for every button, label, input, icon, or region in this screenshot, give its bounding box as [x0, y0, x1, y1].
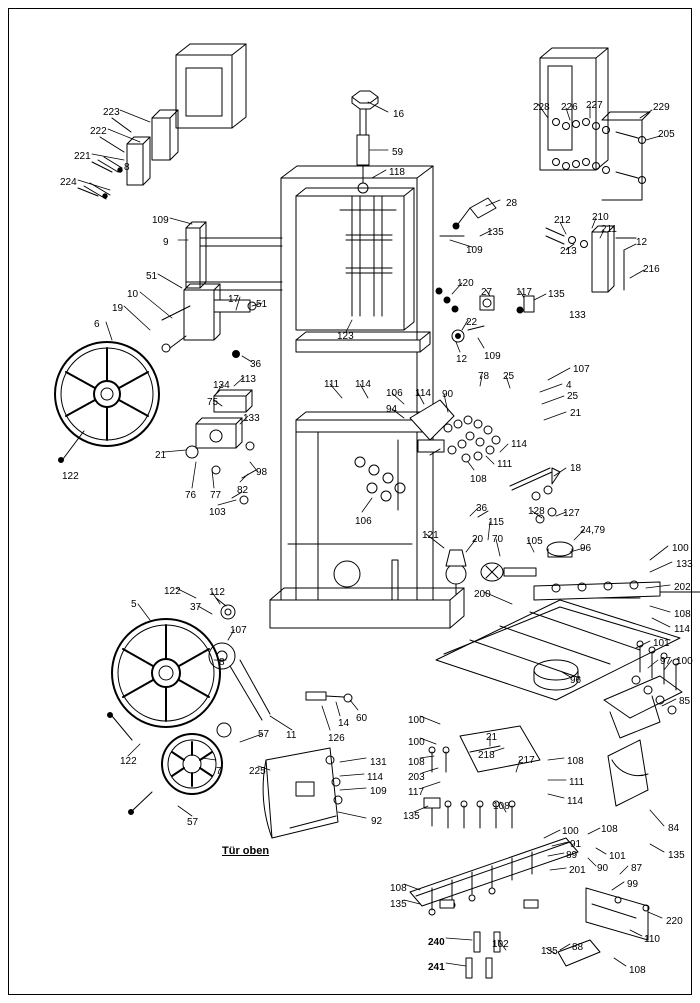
callout-216: 216	[643, 264, 660, 275]
callout-115: 115	[488, 517, 504, 528]
callout-117: 117	[516, 287, 532, 298]
callout-98: 98	[256, 467, 268, 478]
callout-36: 36	[476, 503, 488, 514]
callout-51: 51	[146, 271, 158, 282]
callout-84: 84	[668, 823, 680, 834]
callout-106: 106	[386, 388, 403, 399]
callout-114: 114	[511, 439, 527, 450]
callout-14: 14	[338, 718, 350, 729]
callout-78: 78	[478, 371, 490, 382]
callout-25: 25	[503, 371, 515, 382]
upper-right-guide-assembly	[540, 48, 650, 292]
callout-59: 59	[392, 147, 404, 158]
callout-240: 240	[428, 937, 445, 948]
callout-75: 75	[207, 397, 219, 408]
callout-133: 133	[243, 413, 260, 424]
callout-91: 91	[570, 839, 582, 850]
callout-100: 100	[408, 737, 425, 748]
callout-203: 203	[408, 772, 425, 783]
callout-82: 82	[237, 485, 249, 496]
callout-102: 102	[492, 939, 509, 950]
callout-108: 108	[567, 756, 584, 767]
callout-19: 19	[112, 303, 124, 314]
callout-111: 111	[569, 777, 585, 788]
callout-210: 210	[592, 212, 609, 223]
callout-28: 28	[506, 198, 518, 209]
callout-105: 105	[526, 536, 543, 547]
callout-5: 5	[131, 599, 137, 610]
callout-4: 4	[566, 380, 572, 391]
callout-114: 114	[567, 796, 583, 807]
callout-127: 127	[563, 508, 580, 519]
callout-202: 202	[674, 582, 691, 593]
callout-21: 21	[570, 408, 582, 419]
callout-109: 109	[370, 786, 387, 797]
callout-111: 111	[324, 379, 340, 390]
callout-20: 20	[472, 534, 484, 545]
callout-131: 131	[370, 757, 387, 768]
callout-24,79: 24,79	[580, 525, 606, 536]
callout-16: 16	[393, 109, 405, 120]
callout-108: 108	[629, 965, 646, 976]
guide-post-assembly	[162, 222, 282, 504]
callout-241: 241	[428, 962, 445, 973]
callout-135: 135	[390, 899, 407, 910]
callout-111: 111	[497, 459, 513, 470]
upper-door	[263, 748, 342, 838]
callout-103: 103	[209, 507, 226, 518]
callout-113: 113	[240, 374, 256, 385]
callout-226: 226	[561, 102, 578, 113]
callout-114: 114	[367, 772, 383, 783]
callout-57: 57	[258, 729, 270, 740]
trunnion-assembly	[446, 508, 573, 594]
callout-108: 108	[408, 757, 425, 768]
callout-76: 76	[185, 490, 197, 501]
callout-27: 27	[481, 287, 493, 298]
callout-223: 223	[103, 107, 120, 118]
diagram-caption: Tür oben	[222, 845, 270, 857]
callout-90: 90	[597, 863, 609, 874]
callout-109: 109	[466, 245, 483, 256]
callout-114: 114	[415, 388, 431, 399]
callout-96: 96	[580, 543, 592, 554]
callout-122: 122	[62, 471, 79, 482]
callout-109: 109	[152, 215, 169, 226]
callout-201: 201	[569, 865, 586, 876]
callout-57: 57	[187, 817, 199, 828]
callout-109: 109	[484, 351, 501, 362]
callout-133: 133	[569, 310, 586, 321]
upper-left-bracket-assembly	[78, 44, 246, 199]
callout-122: 122	[164, 586, 181, 597]
callout-114: 114	[355, 379, 371, 390]
callout-108: 108	[493, 801, 510, 812]
callout-221: 221	[74, 151, 91, 162]
callout-220: 220	[666, 916, 683, 927]
callout-121: 121	[422, 530, 439, 541]
callout-107: 107	[230, 625, 247, 636]
callout-51: 51	[256, 299, 268, 310]
callout-108: 108	[601, 824, 618, 835]
callout-108: 108	[674, 609, 691, 620]
callout-224: 224	[60, 177, 77, 188]
callout-100: 100	[562, 826, 579, 837]
callout-135: 135	[487, 227, 504, 238]
callout-110: 110	[644, 934, 660, 945]
callout-101: 101	[609, 851, 626, 862]
callout-70: 70	[492, 534, 504, 545]
callout-225: 225	[249, 766, 266, 777]
callout-134: 134	[213, 380, 230, 391]
callout-96: 96	[570, 675, 582, 686]
callout-120: 120	[457, 278, 474, 289]
callout-97: 97	[660, 656, 672, 667]
callout-228: 228	[533, 102, 550, 113]
callout-227: 227	[586, 100, 603, 111]
callout-100: 100	[676, 656, 693, 667]
callout-122: 122	[120, 756, 137, 767]
callout-85: 85	[679, 696, 691, 707]
callout-89: 89	[566, 850, 578, 861]
callout-36: 36	[250, 359, 262, 370]
callout-135: 135	[541, 946, 558, 957]
callout-135: 135	[548, 289, 565, 300]
callout-90: 90	[442, 389, 454, 400]
callout-133: 133	[676, 559, 693, 570]
callout-37: 37	[190, 602, 202, 613]
callout-25: 25	[567, 391, 579, 402]
callout-22: 22	[466, 317, 478, 328]
callout-112: 112	[209, 587, 225, 598]
callout-10: 10	[127, 289, 139, 300]
callout-12: 12	[636, 237, 648, 248]
callout-17: 17	[228, 294, 240, 305]
callout-6: 6	[94, 319, 100, 330]
callout-205: 205	[658, 129, 675, 140]
callout-101: 101	[653, 638, 670, 649]
callout-99: 99	[627, 879, 639, 890]
worktable-assembly	[436, 581, 700, 806]
callout-114: 114	[674, 624, 690, 635]
callout-212: 212	[554, 215, 571, 226]
callout-60: 60	[356, 713, 368, 724]
callout-118: 118	[389, 167, 405, 178]
callout-222: 222	[90, 126, 107, 137]
callout-100: 100	[672, 543, 689, 554]
callout-135: 135	[668, 850, 685, 861]
upper-bandwheel	[55, 342, 159, 463]
callout-18: 18	[570, 463, 582, 474]
callout-108: 108	[470, 474, 487, 485]
callout-218: 218	[478, 750, 495, 761]
callout-11: 11	[286, 730, 297, 741]
callout-21: 21	[155, 450, 167, 461]
callout-8: 8	[219, 657, 225, 668]
callout-107: 107	[573, 364, 590, 375]
callout-88: 88	[572, 942, 584, 953]
callout-94: 94	[386, 404, 398, 415]
callout-211: 211	[601, 224, 617, 235]
callout-128: 128	[528, 506, 545, 517]
callout-100: 100	[408, 715, 425, 726]
callout-229: 229	[653, 102, 670, 113]
callout-7: 7	[216, 766, 222, 777]
callout-8: 8	[124, 162, 130, 173]
callout-213: 213	[560, 246, 577, 257]
callout-21: 21	[486, 732, 498, 743]
callout-108: 108	[390, 883, 407, 894]
callout-92: 92	[371, 816, 383, 827]
callout-200: 200	[474, 589, 491, 600]
callout-77: 77	[210, 490, 222, 501]
callout-12: 12	[456, 354, 468, 365]
callout-217: 217	[518, 755, 535, 766]
callout-87: 87	[631, 863, 643, 874]
callout-123: 123	[337, 331, 354, 342]
callout-106: 106	[355, 516, 372, 527]
callout-9: 9	[163, 237, 169, 248]
callout-126: 126	[328, 733, 345, 744]
callout-117: 117	[408, 787, 424, 798]
callout-135: 135	[403, 811, 420, 822]
